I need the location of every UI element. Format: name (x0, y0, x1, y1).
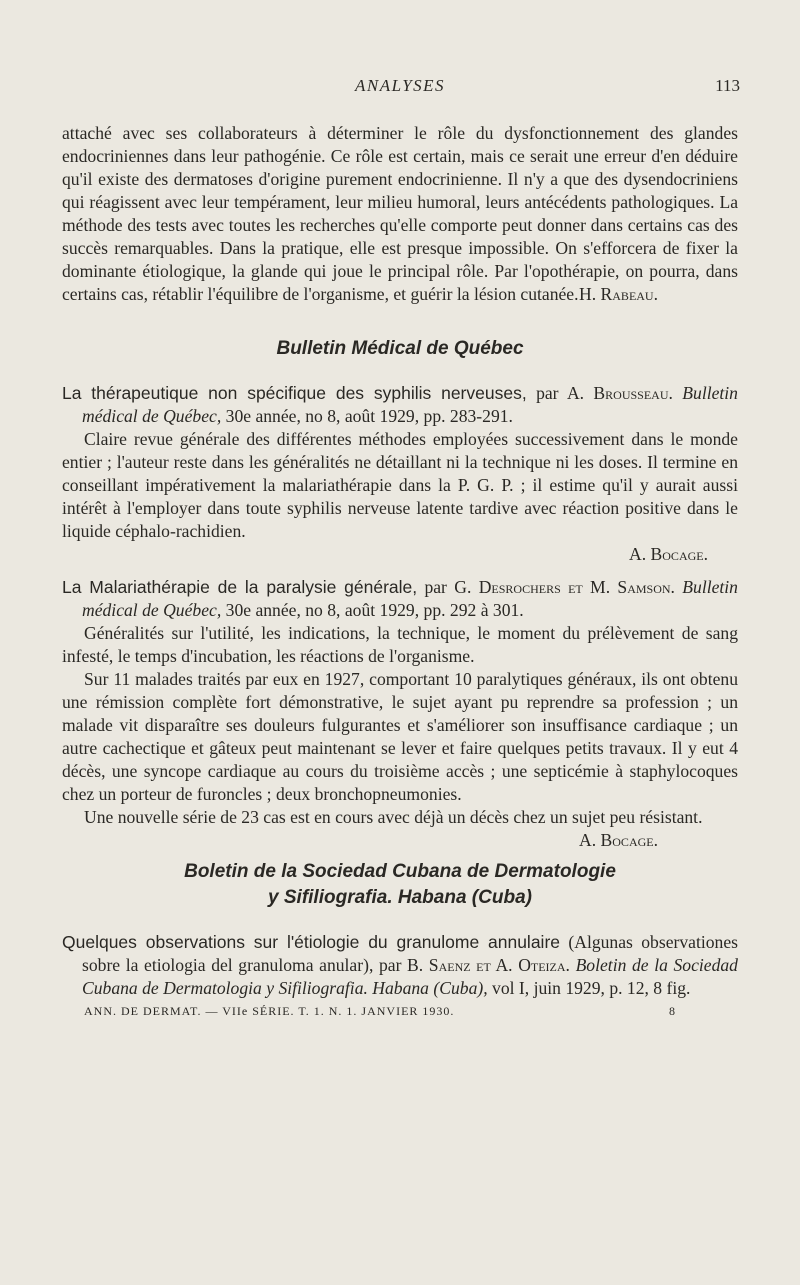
article-spanish-title: (Algunas observationes sobre la etiologia del granuloma anular), (82, 932, 738, 975)
article-author: Brousseau. (593, 383, 673, 403)
article-body: Sur 11 malades traités par eux en 1927, comportant 10 paralytiques généraux, ils ont obtenu une rémission complète fort démonstrative, le sujet ayant pu reprendre sa profession ; un malade vit disparaître ses douleurs fulgurantes et s'améliorer son insuffisance cardiaque ; un autre cachectique et gâteux peut maintenant se lever et faire quelques petits travaux. Il y eut 4 décès, une syncope cardiaque au cours du troisième accès ; une septicémie à staphylocoques chez un porteur de furoncles ; deux bronchopneumonies. (62, 669, 738, 804)
article-heading (62, 931, 738, 1000)
page-footer (62, 1004, 738, 1019)
continued-paragraph (62, 122, 738, 306)
article-journal-ref: Boletin de la Sociedad Cubana de Dermatologia y Sifiliografia. Habana (Cuba), (82, 955, 738, 998)
article-body: Claire revue générale des différentes méthodes employées successivement dans le monde entier ; l'auteur reste dans les généralités ne détaillant ni la technique ni les doses. Il termine en conseillant impérativement la malariathérapie dans la P. G. P. ; il estime qu'il y aurait aussi intérêt à l'employer dans toute syphilis nerveuse latente tardive avec réaction positive dans le liquide céphalo-rachidien. (62, 429, 738, 541)
article-by: par G. (424, 577, 479, 597)
article-heading (62, 382, 738, 428)
signature: H. Rabeau. (579, 284, 658, 304)
article-authors: Saenz et A. Oteiza. (428, 955, 570, 975)
article-heading (62, 576, 738, 622)
article-title: La thérapeutique non spécifique des syphilis nerveuses, (62, 383, 527, 403)
article-title: La Malariathérapie de la paralysie générale, (62, 577, 418, 597)
continued-text: attaché avec ses collaborateurs à déterminer le rôle du dysfonctionnement des glandes endocriniennes dans leur pathogénie. Ce rôle est certain, mais ce serait une erreur d'en déduire qu'il existe des dermatoses d'origine purement endocrinienne. Il n'y a que des dysendocriniens qui réagissent avec leur tempérament, leur milieu humoral, leurs antécédents pathologiques. La méthode des tests avec toutes les recherches qu'elle comporte peut donner dans certains cas des succès remarquables. Dans la pratique, elle est presque impossible. On s'efforcera de fixer la dominante étiologique, la glande qui joue le principal rôle. Par l'opothérapie, on pourra, dans certains cas, rétablir l'équilibre de l'organisme, et guérir la lésion cutanée. (62, 123, 738, 304)
article-citation: 30e année, no 8, août 1929, pp. 292 à 301. (225, 600, 524, 620)
journal-title: Bulletin Médical de Québec (276, 338, 524, 359)
article-body: Généralités sur l'utilité, les indications, la technique, le moment du prélèvement de sang infesté, le temps d'incubation, les réactions de l'organisme. (62, 623, 738, 666)
journal-title-line: y Sifiliografia. Habana (Cuba) (268, 887, 532, 908)
article-journal-ref: Bulletin médical de Québec, (82, 383, 738, 426)
article-citation: 30e année, no 8, août 1929, pp. 283-291. (225, 406, 513, 426)
page-header (60, 76, 740, 102)
article-body-final (62, 806, 738, 850)
article-body-text: Une nouvelle série de 23 cas est en cours avec déjà un décès chez un sujet peu résistant. (84, 807, 703, 827)
signature: A. Bocage. (629, 544, 708, 564)
footer-signature-mark: 8 (669, 1004, 676, 1018)
journal-title (62, 859, 738, 911)
article-by: par A. (536, 383, 594, 403)
article-authors: Desrochers et M. Samson. (478, 577, 675, 597)
article-title: Quelques observations sur l'étiologie du granulome annulaire (62, 932, 561, 952)
page-content (62, 122, 738, 1019)
article-by: par B. (378, 955, 429, 975)
signature: A. Bocage. (579, 830, 658, 850)
footer-journal-info: ANN. DE DERMAT. — VIIe SÉRIE. T. 1. N. 1. JANVIER 1930. (84, 1004, 455, 1018)
article-citation: vol I, juin 1929, p. 12, 8 fig. (492, 978, 691, 998)
running-title: ANALYSES (354, 76, 446, 95)
journal-title-line: Boletin de la Sociedad Cubana de Dermatologie (184, 861, 616, 882)
page-number: 113 (715, 76, 740, 95)
article-journal-ref: Bulletin médical de Québec, (82, 577, 738, 620)
